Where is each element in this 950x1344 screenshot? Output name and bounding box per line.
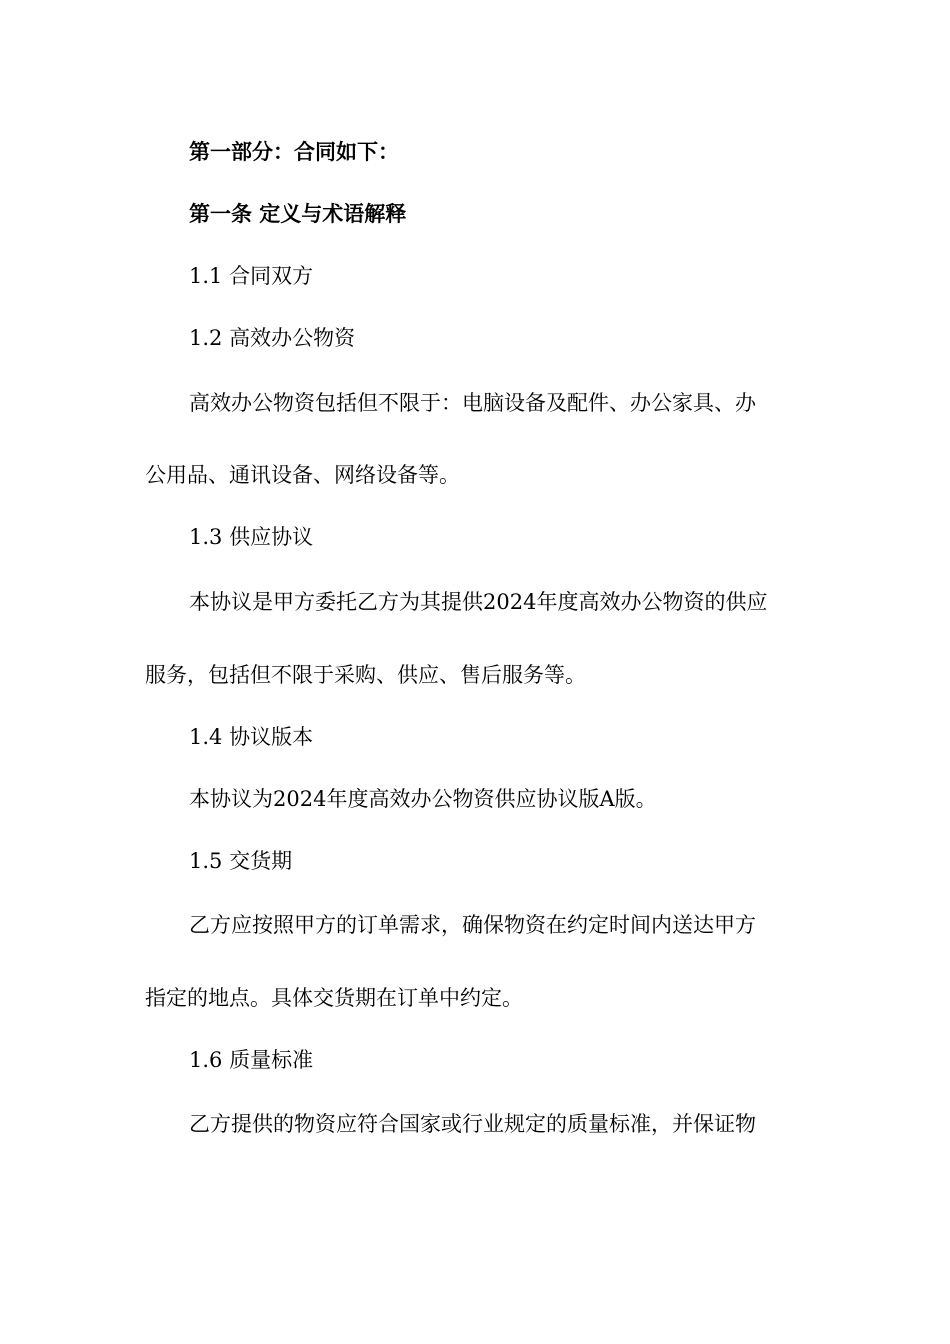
section-title-1-4: 1.4 协议版本	[189, 725, 314, 749]
paragraph-line: 服务，包括但不限于采购、供应、售后服务等。	[145, 663, 586, 687]
paragraph-line: 乙方提供的物资应符合国家或行业规定的质量标准，并保证物	[189, 1112, 756, 1136]
section-title-1-2: 1.2 高效办公物资	[189, 326, 356, 350]
paragraph-line: 高效办公物资包括但不限于：电脑设备及配件、办公家具、办	[189, 391, 756, 415]
paragraph-line: 本协议是甲方委托乙方为其提供2024年度高效办公物资的供应	[189, 590, 768, 614]
section-title-1-6: 1.6 质量标准	[189, 1048, 314, 1072]
section-title-1-5: 1.5 交货期	[189, 849, 293, 873]
paragraph-line: 指定的地点。具体交货期在订单中约定。	[145, 986, 523, 1010]
paragraph-line: 公用品、通讯设备、网络设备等。	[145, 463, 460, 487]
section-title-1-3: 1.3 供应协议	[189, 525, 314, 549]
part-heading: 第一部分：合同如下：	[189, 140, 399, 164]
paragraph-line: 本协议为2024年度高效办公物资供应协议版A版。	[189, 787, 657, 811]
paragraph-line: 乙方应按照甲方的订单需求，确保物资在约定时间内送达甲方	[189, 913, 756, 937]
article-heading: 第一条 定义与术语解释	[189, 202, 407, 226]
section-title-1-1: 1.1 合同双方	[189, 264, 314, 288]
